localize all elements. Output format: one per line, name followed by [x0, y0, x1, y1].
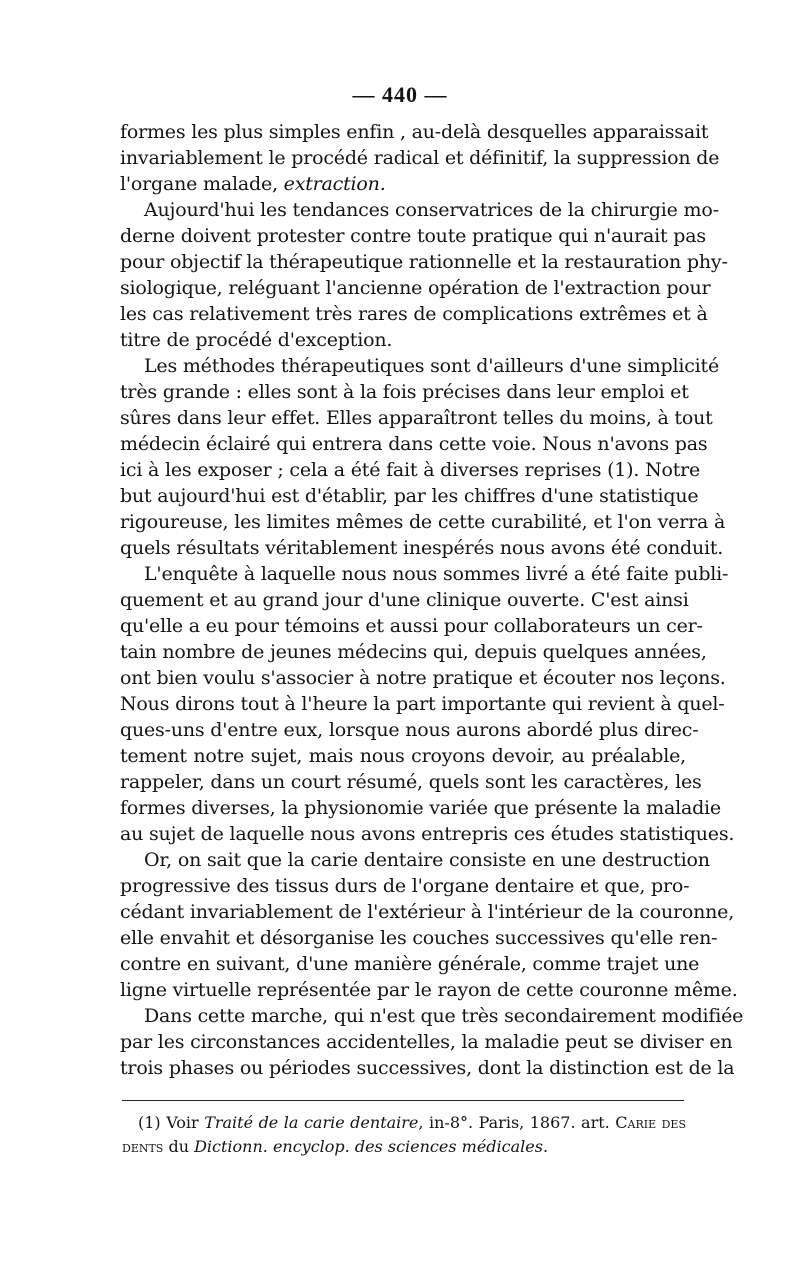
text-line: progressive des tissus durs de l'organe dentaire et que, pro-: [120, 875, 690, 897]
text-line: au sujet de laquelle nous avons entrepris ces études statistiques.: [120, 823, 735, 845]
page-number: — 440 —: [352, 82, 448, 107]
text-line: les cas relativement très rares de complications extrêmes et à: [120, 303, 708, 325]
text-line: but aujourd'hui est d'établir, par les chiffres d'une statistique: [120, 485, 699, 507]
footnote-text: du: [163, 1137, 195, 1156]
text-line: [120, 171, 686, 197]
footnotes: [122, 1111, 686, 1159]
footnote-marker: (1): [138, 1113, 161, 1132]
paragraph-start: L'enquête à laquelle nous nous sommes livré a été faite publi-: [144, 563, 729, 585]
text-line: tement notre sujet, mais nous croyons devoir, au préalable,: [120, 745, 686, 767]
text-line: quement et au grand jour d'une clinique ouverte. C'est ainsi: [120, 589, 689, 611]
text-line: pour objectif la thérapeutique rationnelle et la restauration phy-: [120, 251, 728, 273]
footnote-title: Dictionn. encyclop. des sciences médicales.: [194, 1137, 549, 1156]
text-line-start: l'organe malade,: [120, 173, 284, 195]
text-line: ques-uns d'entre eux, lorsque nous aurons abordé plus direc-: [120, 719, 699, 741]
text-line: ont bien voulu s'associer à notre pratique et écouter nos leçons.: [120, 667, 726, 689]
text-line: sûres dans leur effet. Elles apparaîtront telles du moins, à tout: [120, 407, 713, 429]
text-line: très grande : elles sont à la fois précises dans leur emploi et: [120, 381, 689, 403]
text-line: Nous dirons tout à l'heure la part importante qui revient à quel-: [120, 693, 725, 715]
text-line: ligne virtuelle représentée par le rayon de cette couronne même.: [120, 979, 738, 1001]
text-line: siologique, reléguant l'ancienne opération de l'extraction pour: [120, 277, 711, 299]
text-line: quels résultats véritablement inespérés nous avons été conduit.: [120, 537, 724, 559]
text-line: qu'elle a eu pour témoins et aussi pour collaborateurs un cer-: [120, 615, 703, 637]
paragraph-start: Aujourd'hui les tendances conservatrices de la chirurgie mo-: [144, 199, 719, 221]
footnote-line: [122, 1135, 686, 1159]
footnote-text: Voir: [166, 1113, 205, 1132]
footnote-text: , in-8°. Paris, 1867. art.: [418, 1113, 616, 1132]
text-line: par les circonstances accidentelles, la maladie peut se diviser en: [120, 1031, 733, 1053]
body-text: [120, 119, 744, 1081]
footnote-smallcaps: Carie des: [615, 1113, 686, 1132]
text-line: contre en suivant, d'une manière générale, comme trajet une: [120, 953, 700, 975]
footnote-smallcaps: dents: [122, 1137, 164, 1156]
footnote-title: Traité de la carie dentaire: [204, 1113, 419, 1132]
footnote-line: [138, 1111, 686, 1135]
text-line: ici à les exposer ; cela a été fait à diverses reprises (1). Notre: [120, 459, 701, 481]
text-line: rigoureuse, les limites mêmes de cette curabilité, et l'on verra à: [120, 511, 726, 533]
italic-word: extraction.: [283, 173, 386, 195]
text-line: formes les plus simples enfin , au-delà desquelles apparaissait: [120, 121, 709, 143]
text-line: derne doivent protester contre toute pratique qui n'aurait pas: [120, 225, 706, 247]
text-line: formes diverses, la physionomie variée que présente la maladie: [120, 797, 721, 819]
text-line: elle envahit et désorganise les couches successives qu'elle ren-: [120, 927, 718, 949]
text-line: cédant invariablement de l'extérieur à l'intérieur de la couronne,: [120, 901, 735, 923]
text-line: rappeler, dans un court résumé, quels sont les caractères, les: [120, 771, 702, 793]
paragraph-start: Les méthodes thérapeutiques sont d'ailleurs d'une simplicité: [144, 355, 720, 377]
text-line: tain nombre de jeunes médecins qui, depuis quelques années,: [120, 641, 707, 663]
text-line: médecin éclairé qui entrera dans cette voie. Nous n'avons pas: [120, 433, 708, 455]
footnote-divider: [122, 1100, 684, 1101]
paragraph-start: Or, on sait que la carie dentaire consiste en une destruction: [144, 849, 710, 871]
paragraph-start: Dans cette marche, qui n'est que très secondairement modifiée: [144, 1005, 744, 1027]
text-line: trois phases ou périodes successives, dont la distinction est de la: [120, 1057, 735, 1079]
text-line: invariablement le procédé radical et définitif, la suppression de: [120, 147, 720, 169]
text-line: titre de procédé d'exception.: [120, 329, 393, 351]
